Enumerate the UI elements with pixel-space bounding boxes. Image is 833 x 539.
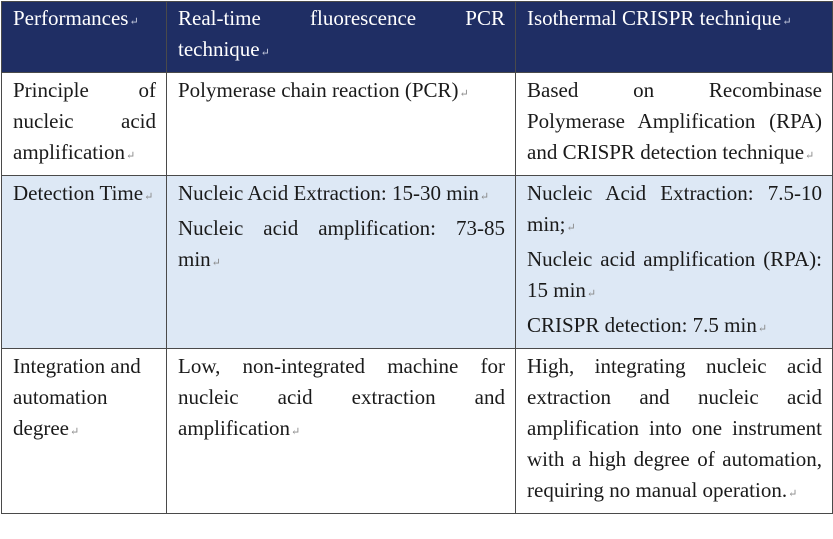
- header-cell-pcr: [167, 2, 516, 73]
- cell-crispr: [516, 349, 833, 514]
- paragraph-mark-icon: ↵: [144, 191, 154, 203]
- header-row: [2, 2, 833, 73]
- cell-line: [527, 75, 822, 172]
- paragraph-mark-icon: ↵: [211, 257, 221, 269]
- pcr-text: Polymerase chain reaction (PCR): [178, 78, 459, 102]
- performance-label: Integration and automation degree: [13, 354, 141, 440]
- cell-line: [178, 75, 505, 110]
- paragraph-mark-icon: ↵: [788, 488, 798, 500]
- cell-line: [178, 213, 505, 279]
- crispr-text: CRISPR detection: 7.5 min: [527, 313, 757, 337]
- crispr-text: Nucleic acid amplification (RPA): 15 min: [527, 247, 822, 302]
- crispr-text: Based on Recombinase Polymerase Amplification (RPA) and CRISPR detection technique: [527, 78, 822, 164]
- table-row: [2, 176, 833, 349]
- cell-line: [527, 351, 822, 510]
- cell-crispr: [516, 73, 833, 176]
- paragraph-mark-icon: ↵: [69, 426, 80, 438]
- paragraph-mark-icon: ↵: [566, 222, 576, 234]
- cell-pcr: [167, 349, 516, 514]
- cell-performance: [2, 176, 167, 349]
- cell-line: [527, 310, 822, 345]
- paragraph-mark-icon: ↵: [586, 288, 597, 300]
- cell-performance: [2, 73, 167, 176]
- cell-performance: [2, 349, 167, 514]
- cell-line: [527, 244, 822, 310]
- header-label-crispr: Isothermal CRISPR technique: [527, 6, 782, 30]
- performance-label: Principle of nucleic acid amplification: [13, 78, 156, 164]
- cell-line: [178, 178, 505, 213]
- paragraph-mark-icon: ↵: [129, 16, 139, 28]
- crispr-text: Nucleic Acid Extraction: 7.5-10 min;: [527, 181, 822, 236]
- table-header: [2, 2, 833, 73]
- paragraph-mark-icon: ↵: [805, 150, 815, 162]
- cell-line: [527, 178, 822, 244]
- cell-pcr: [167, 73, 516, 176]
- header-label-performances: Performances: [13, 6, 129, 30]
- performance-label: Detection Time: [13, 181, 144, 205]
- paragraph-mark-icon: ↵: [479, 191, 490, 203]
- crispr-text: High, integrating nucleic acid extraction and nucleic acid amplification into one instrument with a high degree of automation, requiring no manual operation.: [527, 354, 822, 502]
- paragraph-mark-icon: ↵: [260, 47, 270, 59]
- pcr-text: Nucleic Acid Extraction: 15-30 min: [178, 181, 479, 205]
- header-label-pcr: Real-time fluorescence PCR technique: [178, 6, 505, 61]
- cell-pcr: [167, 176, 516, 349]
- pcr-text: Nucleic acid amplification: 73-85 min: [178, 216, 505, 271]
- comparison-table: [1, 1, 833, 514]
- pcr-text: Low, non-integrated machine for nucleic acid extraction and amplification: [178, 354, 505, 440]
- paragraph-mark-icon: ↵: [125, 150, 136, 162]
- paragraph-mark-icon: ↵: [757, 323, 768, 335]
- paragraph-mark-icon: ↵: [290, 426, 301, 438]
- header-cell-performances: [2, 2, 167, 73]
- table-row: [2, 73, 833, 176]
- paragraph-mark-icon: ↵: [782, 16, 792, 28]
- paragraph-mark-icon: ↵: [459, 88, 469, 100]
- cell-crispr: [516, 176, 833, 349]
- table-body: [2, 73, 833, 514]
- header-cell-crispr: [516, 2, 833, 73]
- table-row: [2, 349, 833, 514]
- cell-line: [178, 351, 505, 448]
